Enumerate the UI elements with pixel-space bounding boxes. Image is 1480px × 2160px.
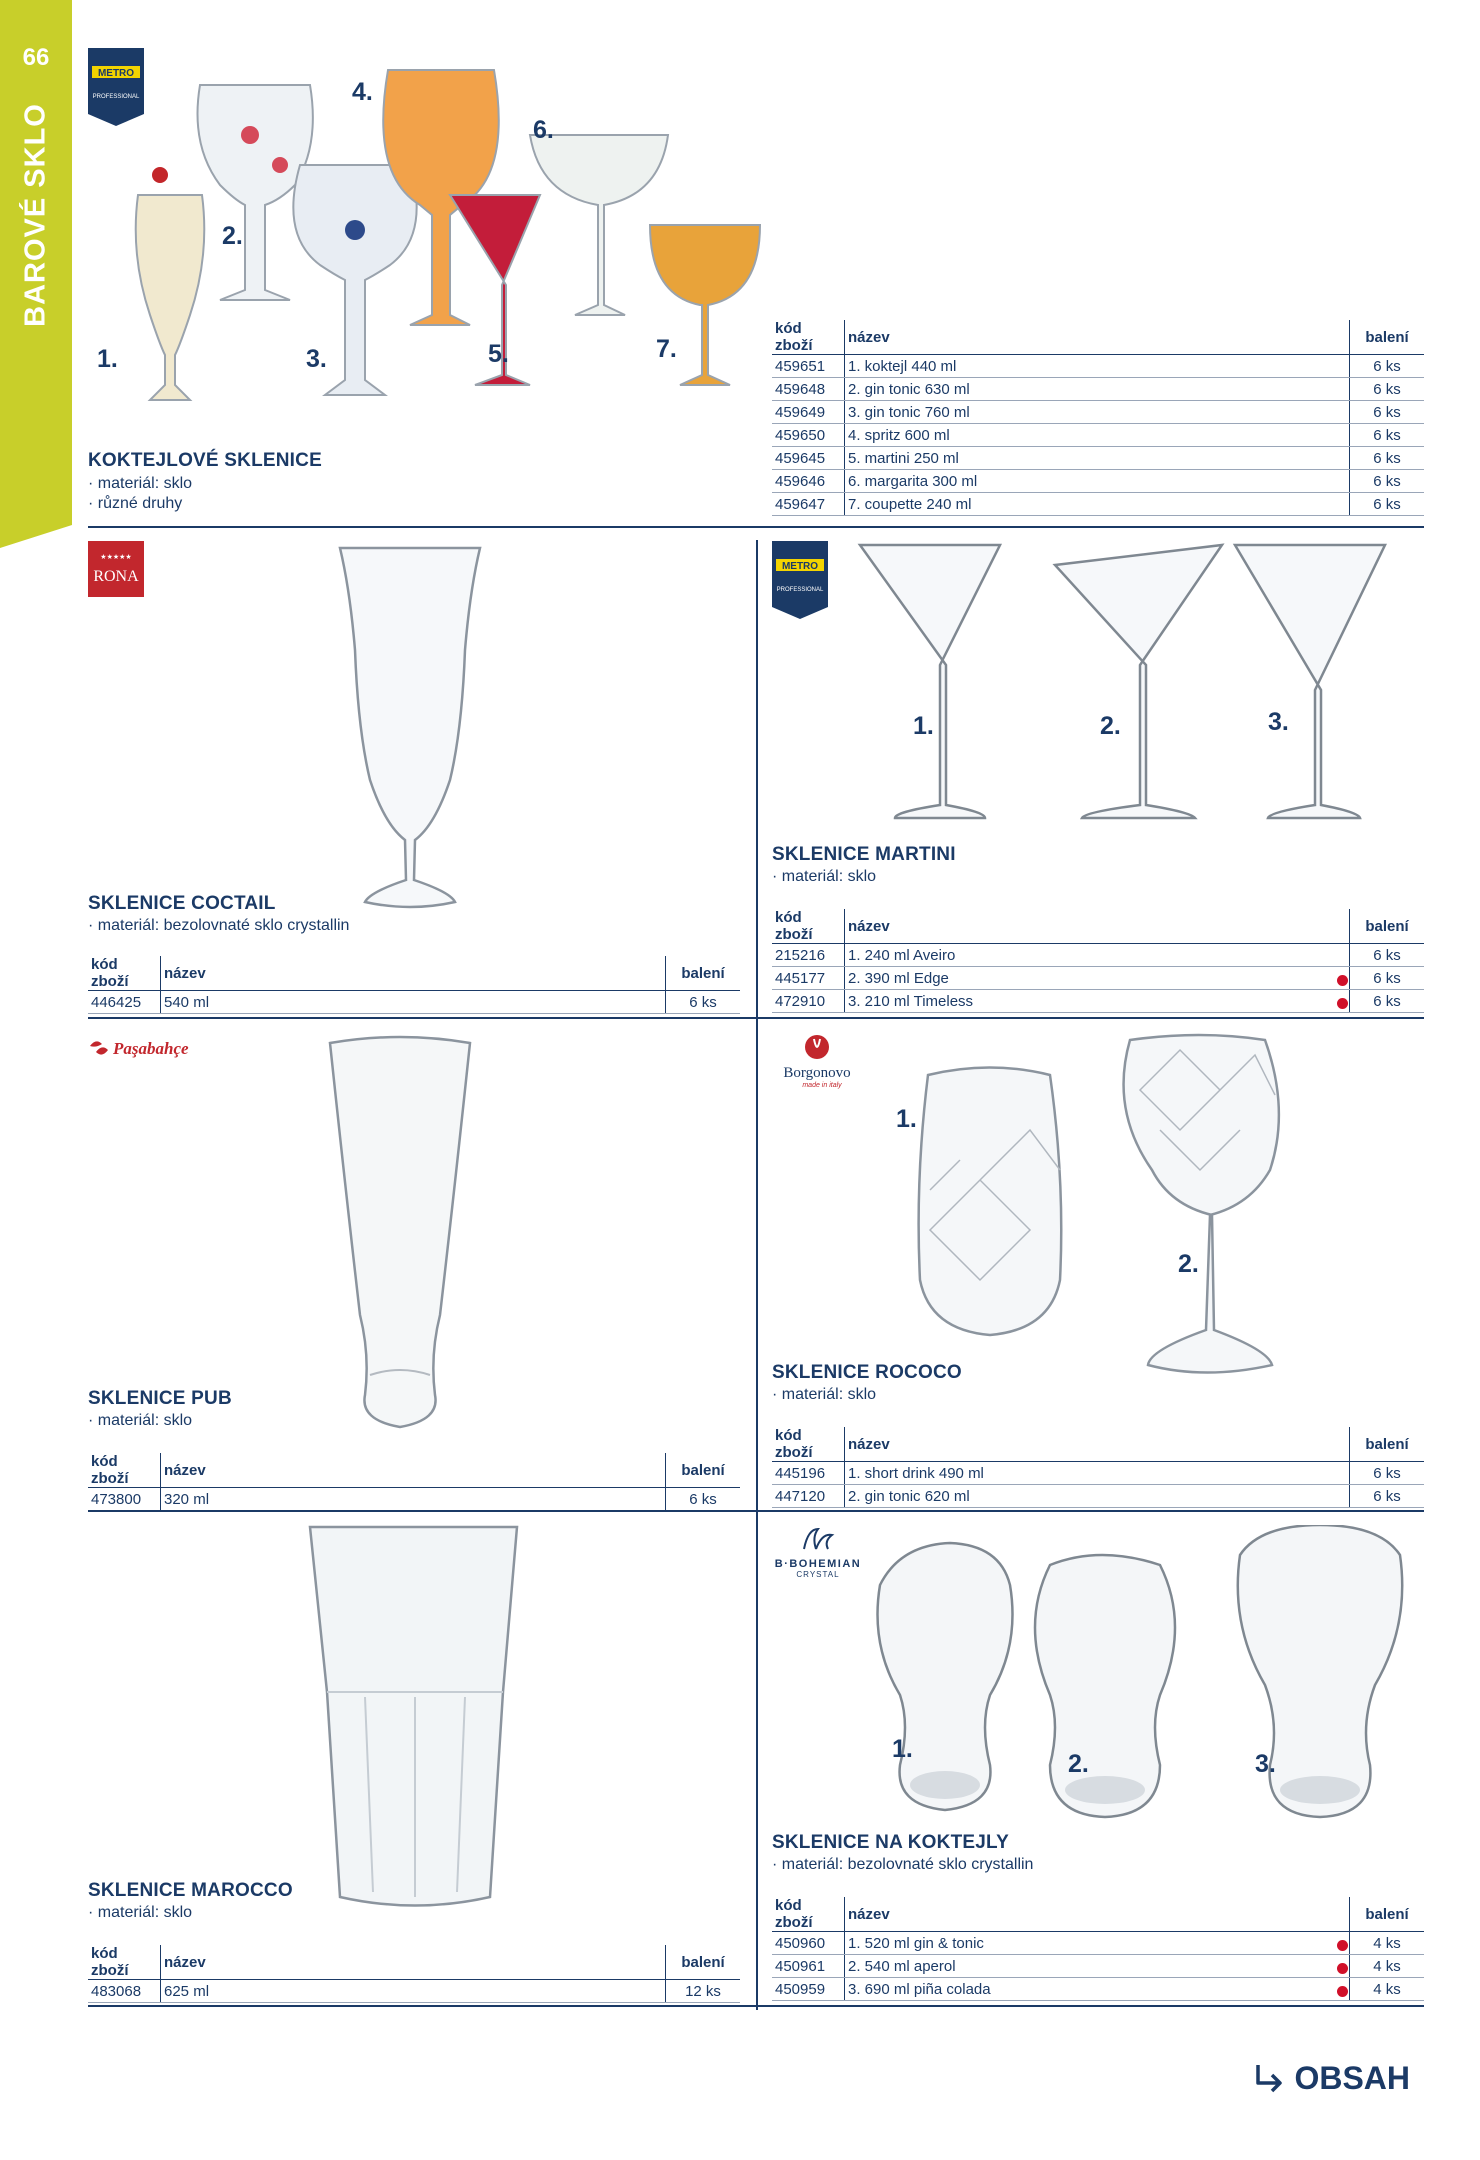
section-title-rococo: SKLENICE ROCOCO bbox=[772, 1362, 962, 1383]
col-header-name: název bbox=[161, 1453, 666, 1488]
metro-logo-sub: PROFESSIONAL bbox=[92, 94, 140, 100]
table-row: 450961 2. 540 ml aperol 4 ks bbox=[772, 1955, 1424, 1978]
cocktail-glasses-photo bbox=[120, 55, 780, 405]
table-row: 459648 2. gin tonic 630 ml 6 ks bbox=[772, 378, 1424, 401]
glass-label-2: 2. bbox=[1100, 712, 1121, 740]
svg-text:★★★★★: ★★★★★ bbox=[100, 553, 132, 561]
section-divider bbox=[88, 526, 1424, 528]
col-header-name: název bbox=[845, 909, 1350, 944]
rona-logo-text: RONA bbox=[93, 568, 139, 585]
col-header-pack: balení bbox=[1350, 1897, 1425, 1932]
bohemian-logo-text: B·BOHEMIAN bbox=[774, 1558, 862, 1570]
glass-label-2: 2. bbox=[222, 222, 243, 250]
new-product-dot bbox=[1337, 1963, 1348, 1974]
bullet-material: · materiál: sklo bbox=[88, 1411, 192, 1431]
col-header-code: kód zboží bbox=[772, 320, 845, 355]
page-number: 66 bbox=[22, 44, 50, 71]
glass-label-3: 3. bbox=[1255, 1750, 1276, 1778]
bullet-material: · materiál: bezolovnaté sklo crystallin bbox=[88, 916, 349, 936]
col-header-pack: balení bbox=[666, 1453, 741, 1488]
return-arrow-icon bbox=[1252, 2061, 1288, 2097]
table-row: 446425 540 ml 6 ks bbox=[88, 991, 740, 1014]
glass-label-5: 5. bbox=[488, 340, 509, 368]
glass-label-2: 2. bbox=[1068, 1750, 1089, 1778]
product-table-rococo bbox=[772, 1427, 1424, 1508]
col-header-pack: balení bbox=[1350, 320, 1425, 355]
borgonovo-logo bbox=[772, 1033, 862, 1093]
new-product-dot bbox=[1337, 1940, 1348, 1951]
table-row: 459646 6. margarita 300 ml 6 ks bbox=[772, 470, 1424, 493]
rococo-glasses-photo bbox=[900, 1030, 1380, 1405]
table-row: 450959 3. 690 ml piña colada 4 ks bbox=[772, 1978, 1424, 2001]
table-row: 445196 1. short drink 490 ml 6 ks bbox=[772, 1462, 1424, 1485]
glass-label-1: 1. bbox=[97, 345, 118, 373]
cocktail-set-photo bbox=[860, 1525, 1410, 1825]
bohemian-crystal-logo bbox=[770, 1525, 866, 1585]
new-product-dot bbox=[1337, 1986, 1348, 1997]
col-header-code: kód zboží bbox=[88, 1945, 161, 1980]
table-row: 459650 4. spritz 600 ml 6 ks bbox=[772, 424, 1424, 447]
product-table-koktejlove bbox=[772, 320, 1424, 516]
new-product-dot bbox=[1337, 975, 1348, 986]
table-of-contents-label: OBSAH bbox=[1294, 2060, 1410, 2096]
bullet-material: · materiál: sklo bbox=[772, 1385, 876, 1405]
pasabahce-logo bbox=[88, 1036, 189, 1062]
product-table-marocco bbox=[88, 1945, 740, 2003]
table-row: 459645 5. martini 250 ml 6 ks bbox=[772, 447, 1424, 470]
section-divider bbox=[88, 1017, 1424, 1019]
marocco-glass-photo bbox=[305, 1522, 525, 1917]
col-header-pack: balení bbox=[1350, 909, 1425, 944]
glass-label-6: 6. bbox=[533, 116, 554, 144]
section-title-pub: SKLENICE PUB bbox=[88, 1388, 232, 1409]
bullet-material: · materiál: sklo bbox=[88, 474, 192, 494]
metro-logo-text: METRO bbox=[97, 68, 135, 79]
section-title-coctail: SKLENICE COCTAIL bbox=[88, 893, 276, 914]
glass-label-2: 2. bbox=[1178, 1250, 1199, 1278]
product-table-na-koktejly bbox=[772, 1897, 1424, 2001]
col-header-code: kód zboží bbox=[772, 1427, 845, 1462]
glass-label-4: 4. bbox=[352, 78, 373, 106]
new-product-dot bbox=[1337, 998, 1348, 1009]
table-of-contents-link[interactable] bbox=[1252, 2060, 1410, 2097]
bullet-material: · materiál: bezolovnaté sklo crystallin bbox=[772, 1855, 1033, 1875]
svg-text:METRO: METRO bbox=[781, 561, 819, 572]
glass-label-7: 7. bbox=[656, 335, 677, 363]
martini-glasses-photo bbox=[850, 540, 1390, 825]
section-title-koktejlove: KOKTEJLOVÉ SKLENICE bbox=[88, 450, 322, 471]
product-table-martini bbox=[772, 909, 1424, 1013]
coctail-glass-photo bbox=[330, 540, 490, 920]
table-row: 450960 1. 520 ml gin & tonic 4 ks bbox=[772, 1932, 1424, 1955]
col-header-name: název bbox=[845, 320, 1350, 355]
bullet-material: · materiál: sklo bbox=[88, 1903, 192, 1923]
rona-logo bbox=[88, 541, 144, 597]
col-header-pack: balení bbox=[666, 956, 741, 991]
col-header-name: název bbox=[845, 1897, 1350, 1932]
pub-glass-photo bbox=[325, 1035, 475, 1435]
bullet-types: · různé druhy bbox=[88, 494, 192, 514]
table-row: 473800 320 ml 6 ks bbox=[88, 1488, 740, 1511]
col-header-name: název bbox=[161, 956, 666, 991]
chapter-title: BAROVÉ SKLO bbox=[19, 103, 52, 327]
section-divider bbox=[88, 1510, 1424, 1512]
pasabahce-logo-text: Paşabahçe bbox=[113, 1039, 189, 1058]
table-row: 459651 1. koktejl 440 ml 6 ks bbox=[772, 355, 1424, 378]
table-row: 459647 7. coupette 240 ml 6 ks bbox=[772, 493, 1424, 516]
bullet-material: · materiál: sklo bbox=[772, 867, 876, 887]
section-title-na-koktejly: SKLENICE NA KOKTEJLY bbox=[772, 1832, 1009, 1853]
table-row: 215216 1. 240 ml Aveiro 6 ks bbox=[772, 944, 1424, 967]
table-row: 447120 2. gin tonic 620 ml 6 ks bbox=[772, 1485, 1424, 1508]
metro-logo bbox=[772, 541, 828, 619]
svg-text:made in italy: made in italy bbox=[802, 1082, 842, 1089]
section-title-marocco: SKLENICE MAROCCO bbox=[88, 1880, 293, 1901]
table-row: 472910 3. 210 ml Timeless 6 ks bbox=[772, 990, 1424, 1013]
glass-label-1: 1. bbox=[896, 1105, 917, 1133]
bohemian-logo-sub: CRYSTAL bbox=[796, 1570, 840, 1579]
product-table-pub bbox=[88, 1453, 740, 1511]
table-row: 459649 3. gin tonic 760 ml 6 ks bbox=[772, 401, 1424, 424]
col-header-pack: balení bbox=[1350, 1427, 1425, 1462]
svg-text:PROFESSIONAL: PROFESSIONAL bbox=[776, 587, 824, 593]
col-header-name: název bbox=[845, 1427, 1350, 1462]
table-row: 483068 625 ml 12 ks bbox=[88, 1980, 740, 2003]
product-table-coctail bbox=[88, 956, 740, 1014]
col-header-pack: balení bbox=[666, 1945, 741, 1980]
borgonovo-logo-text: Borgonovo bbox=[783, 1065, 851, 1081]
table-row: 445177 2. 390 ml Edge 6 ks bbox=[772, 967, 1424, 990]
section-title-martini: SKLENICE MARTINI bbox=[772, 844, 956, 865]
glass-label-1: 1. bbox=[913, 712, 934, 740]
glass-label-1: 1. bbox=[892, 1735, 913, 1763]
col-header-code: kód zboží bbox=[88, 1453, 161, 1488]
glass-label-3: 3. bbox=[306, 345, 327, 373]
col-header-code: kód zboží bbox=[772, 909, 845, 944]
col-header-code: kód zboží bbox=[88, 956, 161, 991]
col-header-code: kód zboží bbox=[772, 1897, 845, 1932]
col-header-name: název bbox=[161, 1945, 666, 1980]
section-divider bbox=[88, 2005, 1424, 2007]
column-divider bbox=[756, 540, 758, 2010]
glass-label-3: 3. bbox=[1268, 708, 1289, 736]
